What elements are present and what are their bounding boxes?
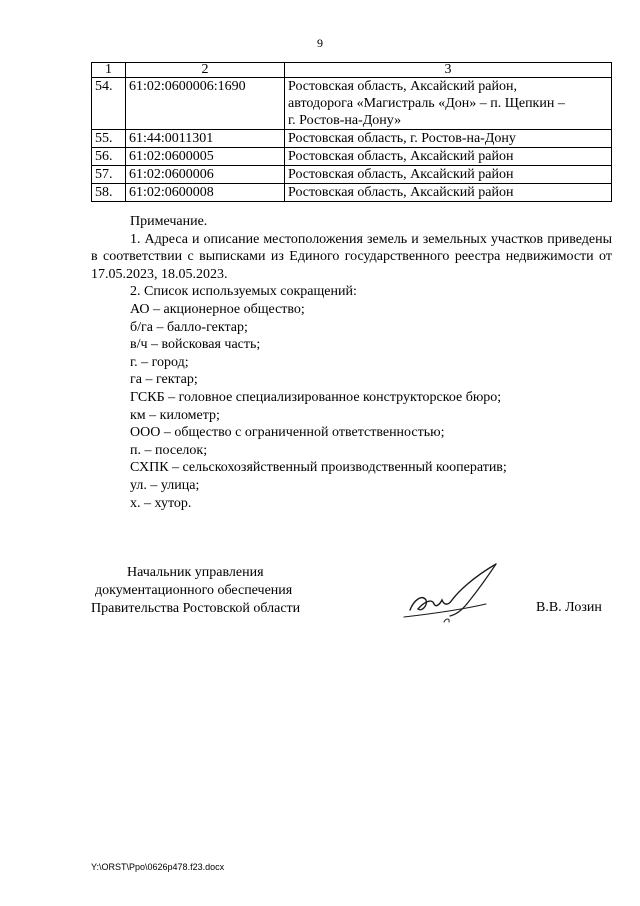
row-number: 56. bbox=[92, 148, 126, 166]
table-row bbox=[92, 130, 612, 148]
abbreviation-item: ГСКБ – головное специализированное конструкторское бюро; bbox=[130, 389, 502, 405]
signatory-title-line: Начальник управления bbox=[127, 565, 264, 580]
note-item-2-heading: 2. Список используемых сокращений: bbox=[130, 284, 357, 300]
abbreviation-item: ул. – улица; bbox=[130, 477, 200, 493]
address-line: г. Ростов-на-Дону» bbox=[288, 113, 402, 128]
address-cell: Ростовская область, г. Ростов-на-Дону bbox=[285, 130, 612, 148]
address-line: Ростовская область, Аксайский район, bbox=[288, 79, 517, 94]
abbreviation-item: б/га – балло-гектар; bbox=[130, 319, 248, 335]
file-path-footer: Y:\ORST\Ppo\0626p478.f23.docx bbox=[91, 862, 225, 872]
header-col-1: 1 bbox=[92, 63, 126, 78]
abbreviation-item: п. – поселок; bbox=[130, 442, 208, 458]
abbreviation-item: ООО – общество с ограниченной ответственностью; bbox=[130, 425, 445, 441]
cadastral-number: 61:02:0600005 bbox=[126, 148, 285, 166]
table-row bbox=[92, 166, 612, 184]
abbreviation-item: км – километр; bbox=[130, 407, 220, 423]
page-number: 9 bbox=[317, 36, 323, 50]
address-cell: Ростовская область, Аксайский район bbox=[285, 184, 612, 202]
handwritten-signature bbox=[400, 560, 510, 630]
cadastral-number: 61:02:0600006:1690 bbox=[126, 78, 285, 130]
notes-heading: Примечание. bbox=[130, 214, 208, 229]
row-number: 55. bbox=[92, 130, 126, 148]
abbreviation-item: г. – город; bbox=[130, 354, 189, 370]
table-row bbox=[92, 148, 612, 166]
abbreviation-item: в/ч – войсковая часть; bbox=[130, 337, 261, 353]
land-plots-table bbox=[91, 62, 612, 202]
address-cell: Ростовская область, Аксайский район bbox=[285, 166, 612, 184]
note-item-1: 1. Адреса и описание местоположения земель и земельных участков приведены в соответствии с выписками из Единого государственного реестра недвижимости от 17.05.2023, 18.05.2023. bbox=[91, 231, 612, 282]
address-cell: Ростовская область, Аксайский район bbox=[285, 148, 612, 166]
row-number: 54. bbox=[92, 78, 126, 130]
header-col-2: 2 bbox=[126, 63, 285, 78]
row-number: 57. bbox=[92, 166, 126, 184]
cadastral-number: 61:02:0600008 bbox=[126, 184, 285, 202]
abbreviation-item: АО – акционерное общество; bbox=[130, 301, 305, 317]
signatory-name: В.В. Лозин bbox=[536, 600, 602, 615]
address-cell bbox=[285, 78, 612, 130]
signatory-title bbox=[91, 564, 300, 618]
table-header-row bbox=[92, 63, 612, 78]
row-number: 58. bbox=[92, 184, 126, 202]
signatory-title-line: Правительства Ростовской области bbox=[91, 601, 301, 616]
abbreviation-item: га – гектар; bbox=[130, 372, 198, 388]
cadastral-number: 61:44:0011301 bbox=[126, 130, 285, 148]
notes-section bbox=[91, 213, 612, 512]
cadastral-number: 61:02:0600006 bbox=[126, 166, 285, 184]
table-row bbox=[92, 184, 612, 202]
signatory-title-line: документационного обеспечения bbox=[95, 583, 293, 598]
abbreviation-item: СХПК – сельскохозяйственный производственный кооператив; bbox=[130, 460, 507, 476]
table-row bbox=[92, 78, 612, 130]
address-line: автодорога «Магистраль «Дон» – п. Щепкин – bbox=[288, 96, 565, 111]
abbreviation-item: х. – хутор. bbox=[130, 495, 192, 511]
header-col-3: 3 bbox=[285, 63, 612, 78]
